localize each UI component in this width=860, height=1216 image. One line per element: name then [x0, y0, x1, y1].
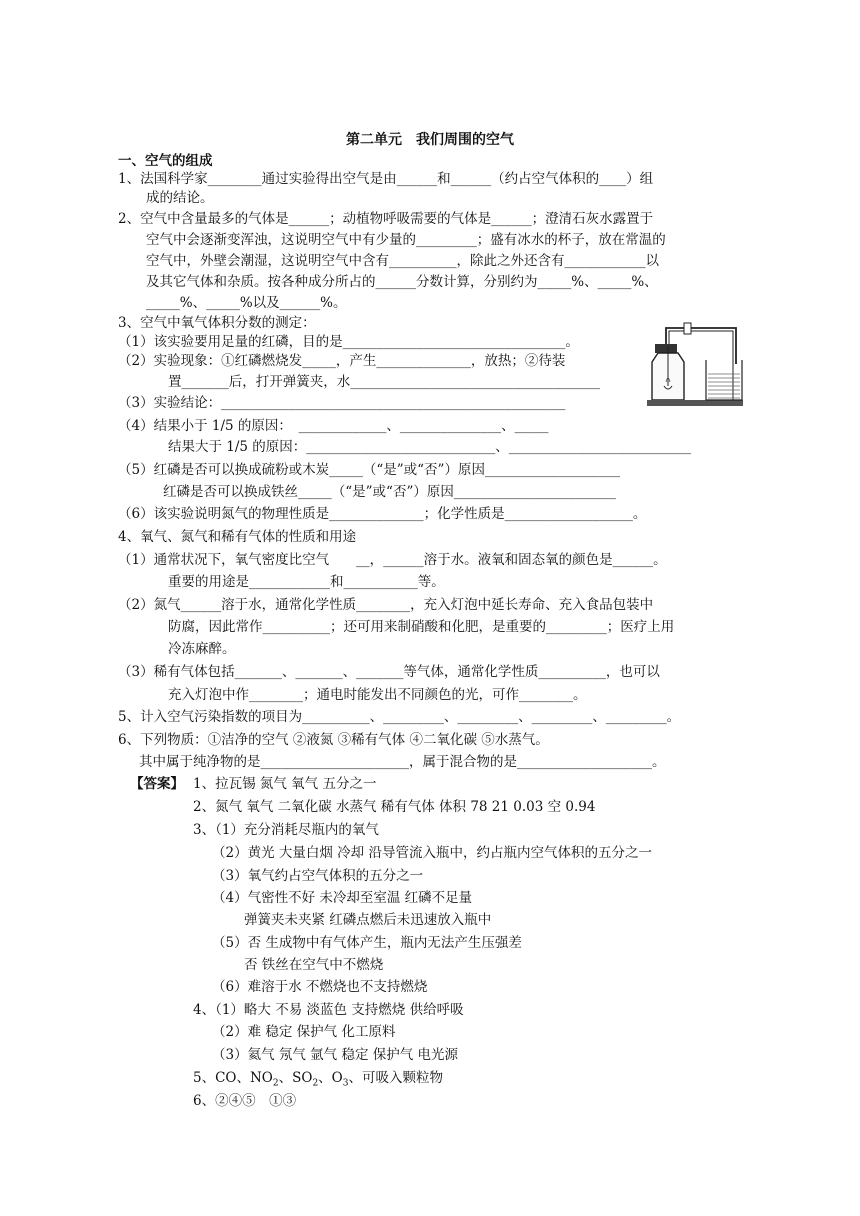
question-line: 5、计入空气污染指数的项目为__________、_________、_________、_________、_________。	[118, 709, 681, 725]
question-line: （3）实验结论：___________________________________________________	[118, 395, 566, 411]
answer-line: （3）氦气 氖气 氩气 稳定 保护气 电光源	[212, 1047, 459, 1063]
question-line: 3、空气中氧气体积分数的测定：	[118, 315, 316, 331]
answer-line: （2）难 稳定 保护气 化工原料	[212, 1024, 396, 1040]
answer-line: 1、拉瓦锡 氮气 氧气 五分之一	[193, 776, 377, 792]
question-line: （4）结果小于 1/5 的原因： _____________、_______________、_____	[118, 418, 549, 434]
answer-line: 2、氮气 氧气 二氧化碳 水蒸气 稀有气体 体积 78 21 0.03 空 0.94	[193, 799, 596, 815]
answer-line: （4）气密性不好 未冷却至室温 红磷不足量	[212, 890, 473, 906]
answer-line: 6、②④⑤ ①③	[193, 1093, 297, 1109]
question-line: 防腐，因此常作__________；还可用来制硝酸和化肥，是重要的_________；医疗上用	[168, 619, 675, 635]
question-line: 其中属于纯净物的是______________________，属于混合物的是____________________。	[139, 754, 666, 770]
answer-line: 5、CO、$NO_2$、$SO_2$、$O_3$、可吸入颗粒物	[193, 1070, 443, 1089]
question-line: 及其它气体和杂质。按各种成分所占的______分数计算，分别约为_____%、_____%、	[146, 274, 658, 290]
answer-line: 否 铁丝在空气中不燃烧	[244, 957, 384, 973]
answer-line: （5）否 生成物中有气体产生，瓶内无法产生压强差	[212, 935, 522, 951]
question-line: （3）稀有气体包括_______、_______、_______等气体，通常化学性质__________，也可以	[118, 664, 660, 680]
question-line: 1、法国科学家________通过实验得出空气是由______和______（约占空气体积的____）组	[118, 171, 654, 187]
question-line: （2）实验现象：①红磷燃烧发_____，产生______________，放热；②待装	[118, 353, 566, 369]
answer-line: 弹簧夹未夹紧 红磷点燃后未迅速放入瓶中	[244, 912, 492, 928]
question-line: 充入灯泡中作________；通电时能发出不同颜色的光，可作________。	[168, 687, 587, 703]
apparatus-illustration	[642, 316, 748, 408]
question-line: 空气中会逐渐变浑浊，这说明空气中有少量的_________；盛有冰水的杯子，放在常温的	[146, 232, 666, 248]
question-line: 2、空气中含量最多的气体是______；动植物呼吸需要的气体是______；澄清石灰水露置于	[118, 211, 654, 227]
answer-line: 3、（1）充分消耗尽瓶内的氧气	[193, 822, 379, 838]
page-title: 第二单元 我们周围的空气	[346, 132, 514, 148]
answer-line: （2）黄光 大量白烟 冷却 沿导管流入瓶中，约占瓶内空气体积的五分之一	[212, 845, 652, 861]
question-line: （2）氮气______溶于水，通常化学性质________，充入灯泡中延长寿命、充入食品包装中	[118, 597, 654, 613]
question-line: （6）该实验说明氮气的物理性质是______________；化学性质是___________________。	[118, 506, 647, 522]
question-line: 成的结论。	[146, 190, 214, 206]
question-line: 空气中，外壁会潮湿，这说明空气中含有__________，除此之外还含有____________以	[146, 253, 659, 269]
question-line: _____%、_____%以及______%。	[146, 295, 347, 311]
question-line: 6、下列物质：①洁净的空气 ②液氮 ③稀有气体 ④二氧化碳 ⑤水蒸气。	[118, 732, 549, 748]
answer-line: （3）氧气约占空气体积的五分之一	[212, 868, 424, 884]
question-line: （1）该实验要用足量的红磷，目的是_________________________________。	[118, 334, 579, 350]
answer-label: 【答案】	[130, 776, 184, 792]
question-line: 冷冻麻醉。	[168, 641, 236, 657]
question-line: 结果大于 1/5 的原因：____________________________、___________________________	[168, 439, 692, 455]
question-line: 红磷是否可以换成铁丝_____（“是”或“否”）原因________________________	[163, 484, 616, 500]
question-line: （5）红磷是否可以换成硫粉或木炭_____（“是”或“否”）原因____________________	[118, 462, 620, 478]
answer-line: 4、（1）略大 不易 淡蓝色 支持燃烧 供给呼吸	[193, 1002, 464, 1018]
question-line: 4、氧气、氮气和稀有气体的性质和用途	[118, 529, 357, 545]
question-line: 重要的用途是____________和___________等。	[168, 574, 445, 590]
question-line: 置_______后，打开弹簧夹，水_____________________________________	[168, 374, 600, 390]
answer-line: （6）难溶于水 不燃烧也不支持燃烧	[212, 979, 428, 995]
section-heading: 一、空气的组成	[118, 153, 213, 169]
question-line: （1）通常状况下，氧气密度比空气 __，______溶于水。液氧和固态氧的颜色是______。	[118, 552, 667, 568]
